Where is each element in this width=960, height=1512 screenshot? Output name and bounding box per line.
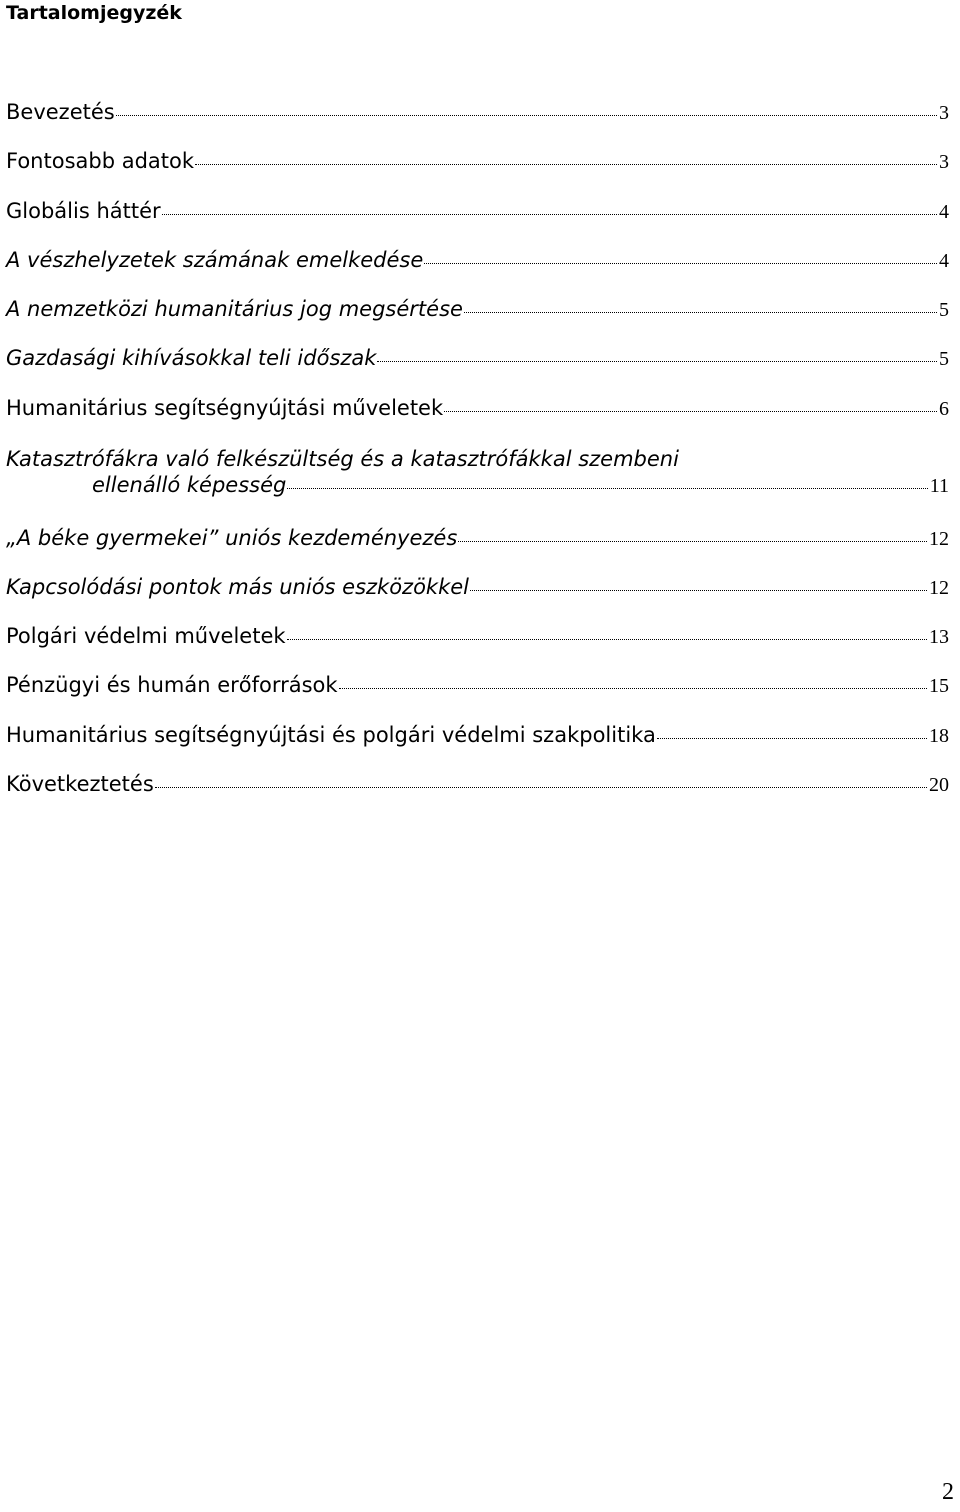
toc-entry-page: 13 bbox=[929, 626, 949, 648]
toc-entry-veszhelyzetek[interactable] bbox=[6, 247, 949, 273]
toc-entry-page: 4 bbox=[939, 250, 949, 272]
toc-entry-szakpolitika[interactable] bbox=[6, 722, 949, 748]
toc-entry-page: 12 bbox=[929, 528, 949, 550]
dot-leader bbox=[444, 411, 937, 412]
dot-leader bbox=[458, 541, 927, 542]
toc-entry-page: 12 bbox=[929, 577, 949, 599]
toc-heading: Tartalomjegyzék bbox=[6, 2, 182, 24]
toc-entry-nemzetkozi-jog[interactable] bbox=[6, 296, 949, 322]
dot-leader bbox=[464, 312, 937, 313]
toc-entry-title: Gazdasági kihívásokkal teli időszak bbox=[6, 346, 377, 370]
dot-leader bbox=[195, 164, 937, 165]
toc-entry-title: Polgári védelmi műveletek bbox=[6, 624, 286, 648]
toc-entry-kapcsolodasi-pontok[interactable] bbox=[6, 574, 949, 600]
toc-entry-title: A vészhelyzetek számának emelkedése bbox=[6, 248, 424, 272]
toc-entry-title: Humanitárius segítségnyújtási és polgári védelmi szakpolitika bbox=[6, 723, 656, 747]
toc-entry-title-line1: Katasztrófákra való felkészültség és a katasztrófákkal szembeni bbox=[6, 447, 679, 471]
toc-entry-title: A nemzetközi humanitárius jog megsértése bbox=[6, 297, 463, 321]
dot-leader bbox=[287, 488, 927, 489]
toc-entry-title-line2: ellenálló képesség bbox=[92, 473, 287, 497]
toc-entry-page: 5 bbox=[939, 348, 949, 370]
toc-entry-title: Következtetés bbox=[6, 772, 154, 796]
toc-entry-bevezetes[interactable] bbox=[6, 99, 949, 125]
dot-leader bbox=[339, 688, 927, 689]
toc-entry-page: 11 bbox=[929, 475, 949, 497]
toc-entry-katasztrofakra-felkeszultseg[interactable] bbox=[6, 446, 949, 498]
dot-leader bbox=[657, 738, 927, 739]
page-number: 2 bbox=[942, 1479, 954, 1505]
dot-leader bbox=[162, 214, 937, 215]
toc-entry-page: 20 bbox=[929, 774, 949, 796]
dot-leader bbox=[424, 263, 937, 264]
dot-leader bbox=[287, 639, 927, 640]
toc-entry-page: 4 bbox=[939, 201, 949, 223]
dot-leader bbox=[116, 115, 937, 116]
dot-leader bbox=[155, 787, 927, 788]
toc-entry-penzugyi-eroforrasok[interactable] bbox=[6, 672, 949, 698]
toc-entry-title: Pénzügyi és humán erőforrások bbox=[6, 673, 338, 697]
toc-entry-fontosabb-adatok[interactable] bbox=[6, 148, 949, 174]
toc-entry-title: Bevezetés bbox=[6, 100, 115, 124]
toc-entry-page: 3 bbox=[939, 151, 949, 173]
toc-entry-page: 3 bbox=[939, 102, 949, 124]
toc-entry-kovetkeztetes[interactable] bbox=[6, 771, 949, 797]
dot-leader bbox=[377, 361, 937, 362]
toc-entry-title: Fontosabb adatok bbox=[6, 149, 195, 173]
toc-entry-title: Humanitárius segítségnyújtási műveletek bbox=[6, 396, 444, 420]
toc-entry-page: 6 bbox=[939, 398, 949, 420]
toc-entry-humanitarius-muveletek[interactable] bbox=[6, 395, 949, 421]
toc-entry-page: 15 bbox=[929, 675, 949, 697]
toc-entry-globalis-hatter[interactable] bbox=[6, 198, 949, 224]
toc-entry-beke-gyermekei[interactable] bbox=[6, 525, 949, 551]
toc-entry-title: Kapcsolódási pontok más uniós eszközökkel bbox=[6, 575, 469, 599]
toc-entry-title: „A béke gyermekei” uniós kezdeményezés bbox=[6, 526, 458, 550]
toc-entry-title: Globális háttér bbox=[6, 199, 161, 223]
toc-entry-page: 5 bbox=[939, 299, 949, 321]
toc-entry-polgari-vedelmi-muveletek[interactable] bbox=[6, 623, 949, 649]
toc-entry-page: 18 bbox=[929, 725, 949, 747]
dot-leader bbox=[470, 590, 927, 591]
toc-entry-gazdasagi-kihivasok[interactable] bbox=[6, 345, 949, 371]
